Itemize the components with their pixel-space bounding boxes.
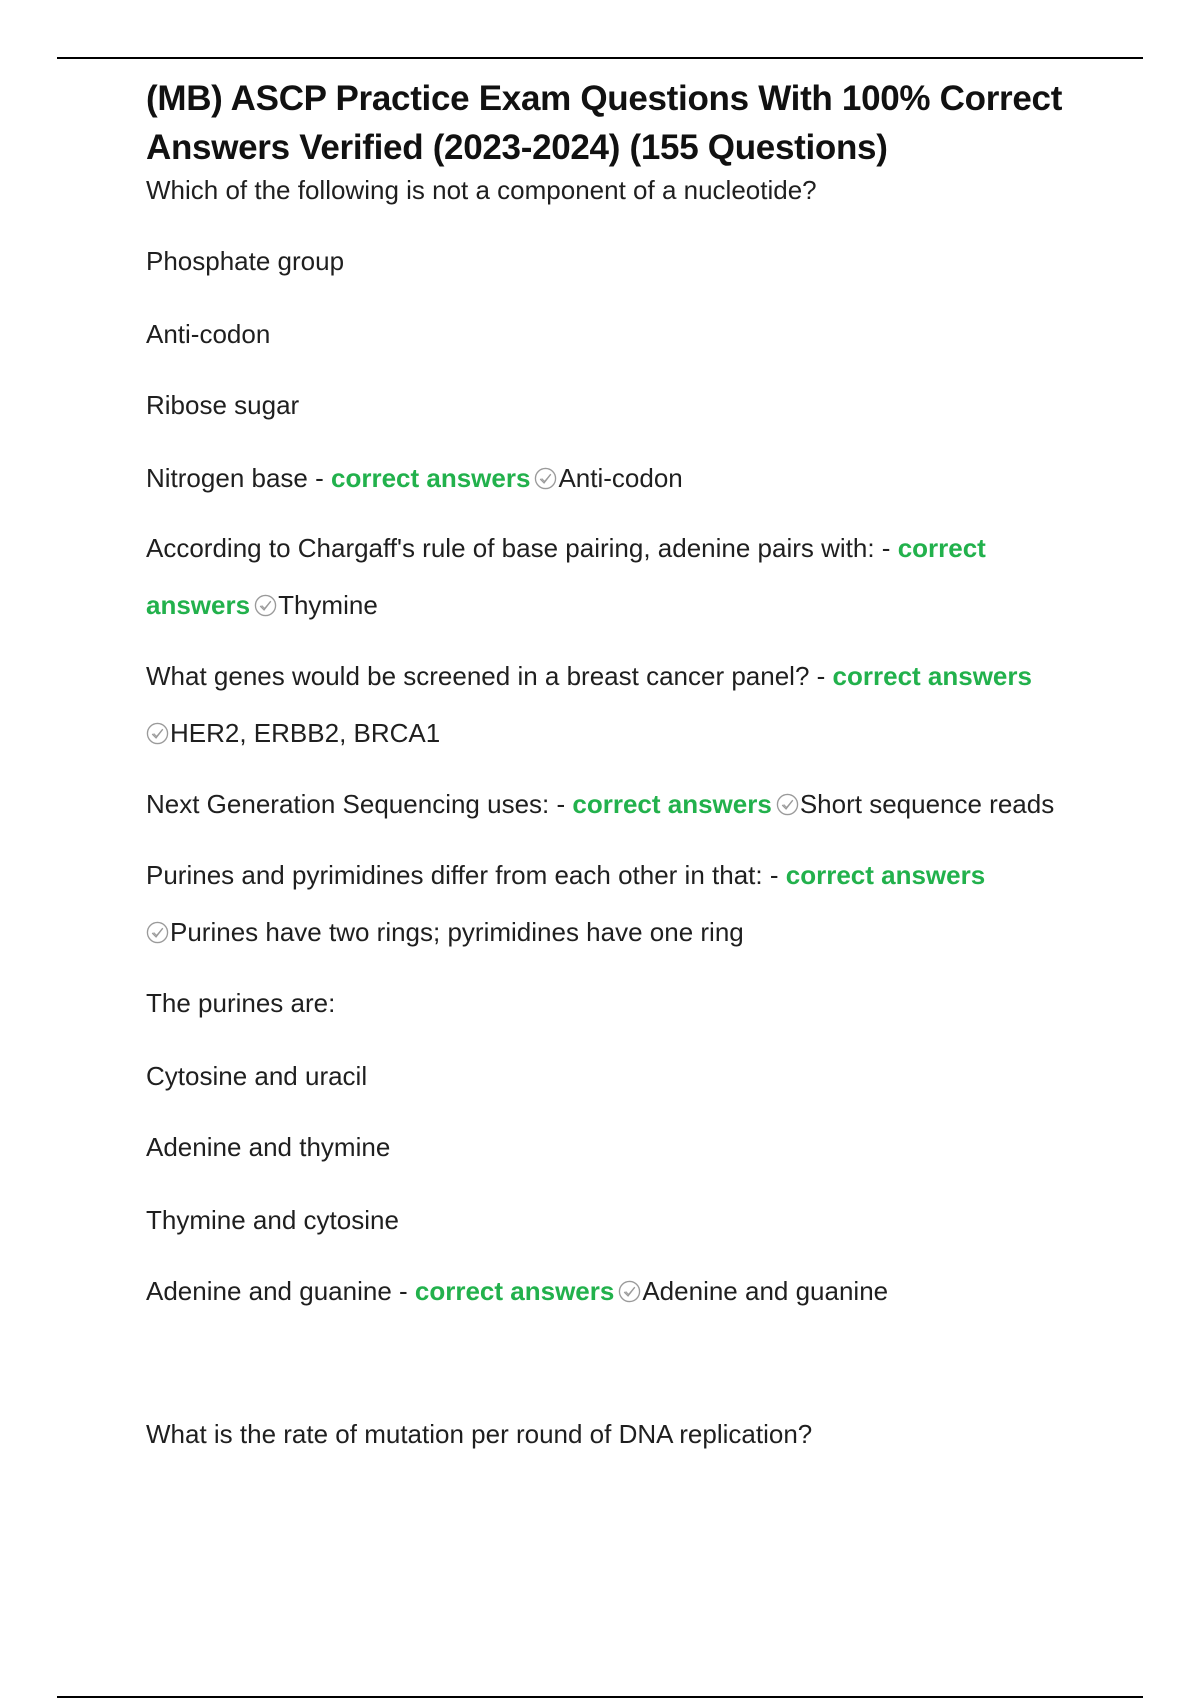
question-3-answer-line	[146, 719, 1106, 747]
question-4: Next Generation Sequencing uses: - correct answers Short sequence reads	[146, 789, 1055, 819]
question-7: What is the rate of mutation per round of DNA replication?	[146, 1419, 813, 1449]
document-body	[146, 74, 1106, 1448]
correct-answers-label: correct answers	[414, 1276, 615, 1306]
question-2: According to Chargaff's rule of base pairing, adenine pairs with: - correct	[146, 533, 986, 563]
check-icon	[254, 594, 277, 617]
answer-text: Thymine	[278, 590, 378, 620]
correct-answers-label: correct answers	[572, 789, 772, 819]
q1-option-4-with-answer: Nitrogen base - correct answers Anti-codon	[146, 463, 683, 493]
top-rule	[57, 57, 1143, 59]
question-2-answer-line	[146, 591, 1106, 619]
correct-answers-label: correct answers	[832, 661, 1032, 691]
q1-option-1: Phosphate group	[146, 246, 345, 276]
check-icon	[776, 793, 799, 816]
q1-option-3: Ribose sugar	[146, 390, 300, 420]
bottom-rule	[57, 1696, 1143, 1698]
question-5-answer-line	[146, 918, 1106, 946]
correct-answers-label: correct	[897, 533, 986, 563]
correct-answers-label-cont: answers	[146, 590, 251, 620]
correct-answers-label: correct answers	[785, 860, 986, 890]
question-3: What genes would be screened in a breast cancer panel? - correct answers	[146, 661, 1032, 691]
document-title: (MB) ASCP Practice Exam Questions With 100% Correct Answers Verified (2023-2024) (155 Questions)	[146, 79, 1063, 167]
correct-answers-label: correct answers	[331, 463, 531, 493]
q6-option-4-with-answer: Adenine and guanine - correct answers Adenine and guanine	[146, 1276, 889, 1306]
answer-text: HER2, ERBB2, BRCA1	[170, 718, 441, 748]
q6-option-3: Thymine and cytosine	[146, 1205, 399, 1235]
q6-option-2: Adenine and thymine	[146, 1132, 391, 1162]
check-icon	[534, 467, 557, 490]
question-1: Which of the following is not a component of a nucleotide?	[146, 175, 817, 205]
question-5: Purines and pyrimidines differ from each other in that: - correct answers	[146, 860, 986, 890]
question-6: The purines are:	[146, 988, 336, 1018]
answer-text: Purines have two rings; pyrimidines have one ring	[170, 917, 744, 947]
answer-text: Short sequence reads	[799, 789, 1055, 819]
answer-text: Adenine and guanine	[642, 1276, 889, 1306]
check-icon	[146, 921, 169, 944]
q6-option-1: Cytosine and uracil	[146, 1061, 368, 1091]
answer-text: Anti-codon	[558, 463, 683, 493]
check-icon	[618, 1280, 641, 1303]
check-icon	[146, 722, 169, 745]
q1-option-2: Anti-codon	[146, 319, 271, 349]
